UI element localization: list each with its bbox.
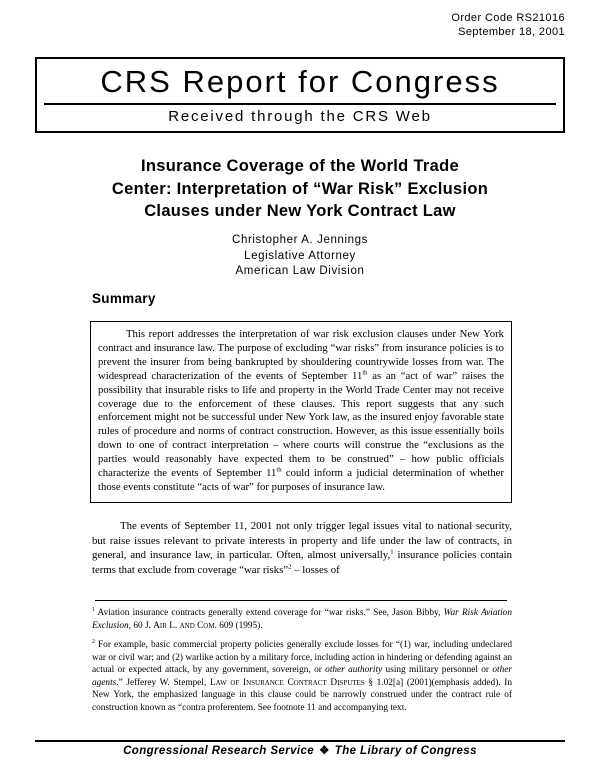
report-date: September 18, 2001 [458,26,565,38]
summary-heading: Summary [92,291,156,306]
footer-service-label: Congressional Research Service [123,745,315,757]
footnote-2-marker: 2 [92,638,95,645]
summary-box [90,321,512,503]
order-code: Order Code RS21016 [451,12,565,24]
ordinal-superscript: th [362,369,368,377]
report-title-line-2: Center: Interpretation of “War Risk” Exclusion [111,179,489,198]
footnote-1-text: 609 (1995). [216,620,263,631]
footnote-ref-1: 1 [390,548,394,556]
footnote-2-text: using military personnel or [382,665,493,675]
masthead-box [35,57,565,133]
masthead-subtitle: Received through the CRS Web [168,108,432,125]
report-title-line-1: Insurance Coverage of the World Trade [141,157,459,175]
page-footer [35,740,565,759]
footnote-1-text: , 60 J. [128,620,154,631]
footnote-2-text: For example, basic commercial property policies generally exclude losses for “(1) war, including undeclared war or civil war; and (2) warlike action by a military force, including action in hindering or defending against an actual or expected attack, by any government, sovereign, or [92,640,512,675]
footer-library-label: The Library of Congress [334,745,477,757]
body-text-2: insurance policies contain terms that exclude from coverage “war risks” [92,549,513,576]
report-title [0,155,600,223]
ordinal-superscript: th [276,466,282,474]
footnote-2 [92,639,512,714]
footnote-2-emphasis-1: other authority [325,665,383,675]
summary-text-3: could inform a judicial determination of whether those events constitute “acts of war” for purposes of insurance law. [98,467,504,493]
diamond-icon: ❖ [319,745,330,757]
author-role: Legislative Attorney [244,249,356,262]
author-division: American Law Division [235,265,365,277]
byline [0,233,600,280]
footnote-2-emphasis-2: other agents [92,665,512,688]
body-text-1: The events of September 11, 2001 not only trigger legal issues vital to national security, but raise issues relevant to private interests in property and life under the law of contracts, in general, and insurance law, in particular. Often, almost universally, [92,520,512,562]
page-meta [451,11,565,39]
footnote-1-marker: 1 [92,606,95,613]
body-text-3: – losses of [291,563,340,576]
report-title-line-3: Clauses under New York Contract Law [144,202,456,220]
masthead-title: CRS Report for Congress [44,59,556,105]
summary-text-1: This report addresses the interpretation of war risk exclusion clauses under New York contract and insurance law. The purpose of excluding “war risks” from insurance policies is to prevent the insurer from being bankrupted by shouldering countrywide losses from war. The widespread characterization of the events of September 11 [98,328,504,382]
footnotes [92,607,512,721]
body-paragraph [92,519,512,577]
footnote-2-treatise: Law of Insurance Contract Disputes [209,677,365,688]
footnote-2-text: .” Jefferey W. Stempel, [116,677,210,688]
summary-paragraph [98,328,504,495]
author-name: Christopher A. Jennings [232,234,368,246]
footnote-2-text: § 1.02[a] (2001)(emphasis added). In New York, the emphasized language in this clause could be narrowly construed under the contract rule of construction known as “contra proferentem. See footnote 11 and accompanying text. [92,677,513,713]
footnote-1 [92,607,512,632]
footnote-1-article-title: War Risk Aviation Exclusion [92,608,512,631]
footnote-ref-2: 2 [288,563,292,571]
footnote-1-text: Aviation insurance contracts generally extend coverage for “war risks.” See, Jason Bibby, [94,608,444,618]
footnote-1-reporter: Air L. and Com. [153,620,217,631]
summary-text-2: as an “act of war” raises the possibility that insurable risks to life and property in the World Trade Center may not receive coverage due to the enforcement of these clauses. This report suggests that any such enforcement might not be successful under New York law, as the insured enjoy favorable state rules of procedure and norms of contract construction. However, as this issue essentially boils down to one of contract interpretation – where courts will construe the “exclusions as the parties would reasonably have expected them to be construed” – how public officials characterize the events of September 11 [98,369,504,480]
footnote-separator-rule [95,600,507,601]
